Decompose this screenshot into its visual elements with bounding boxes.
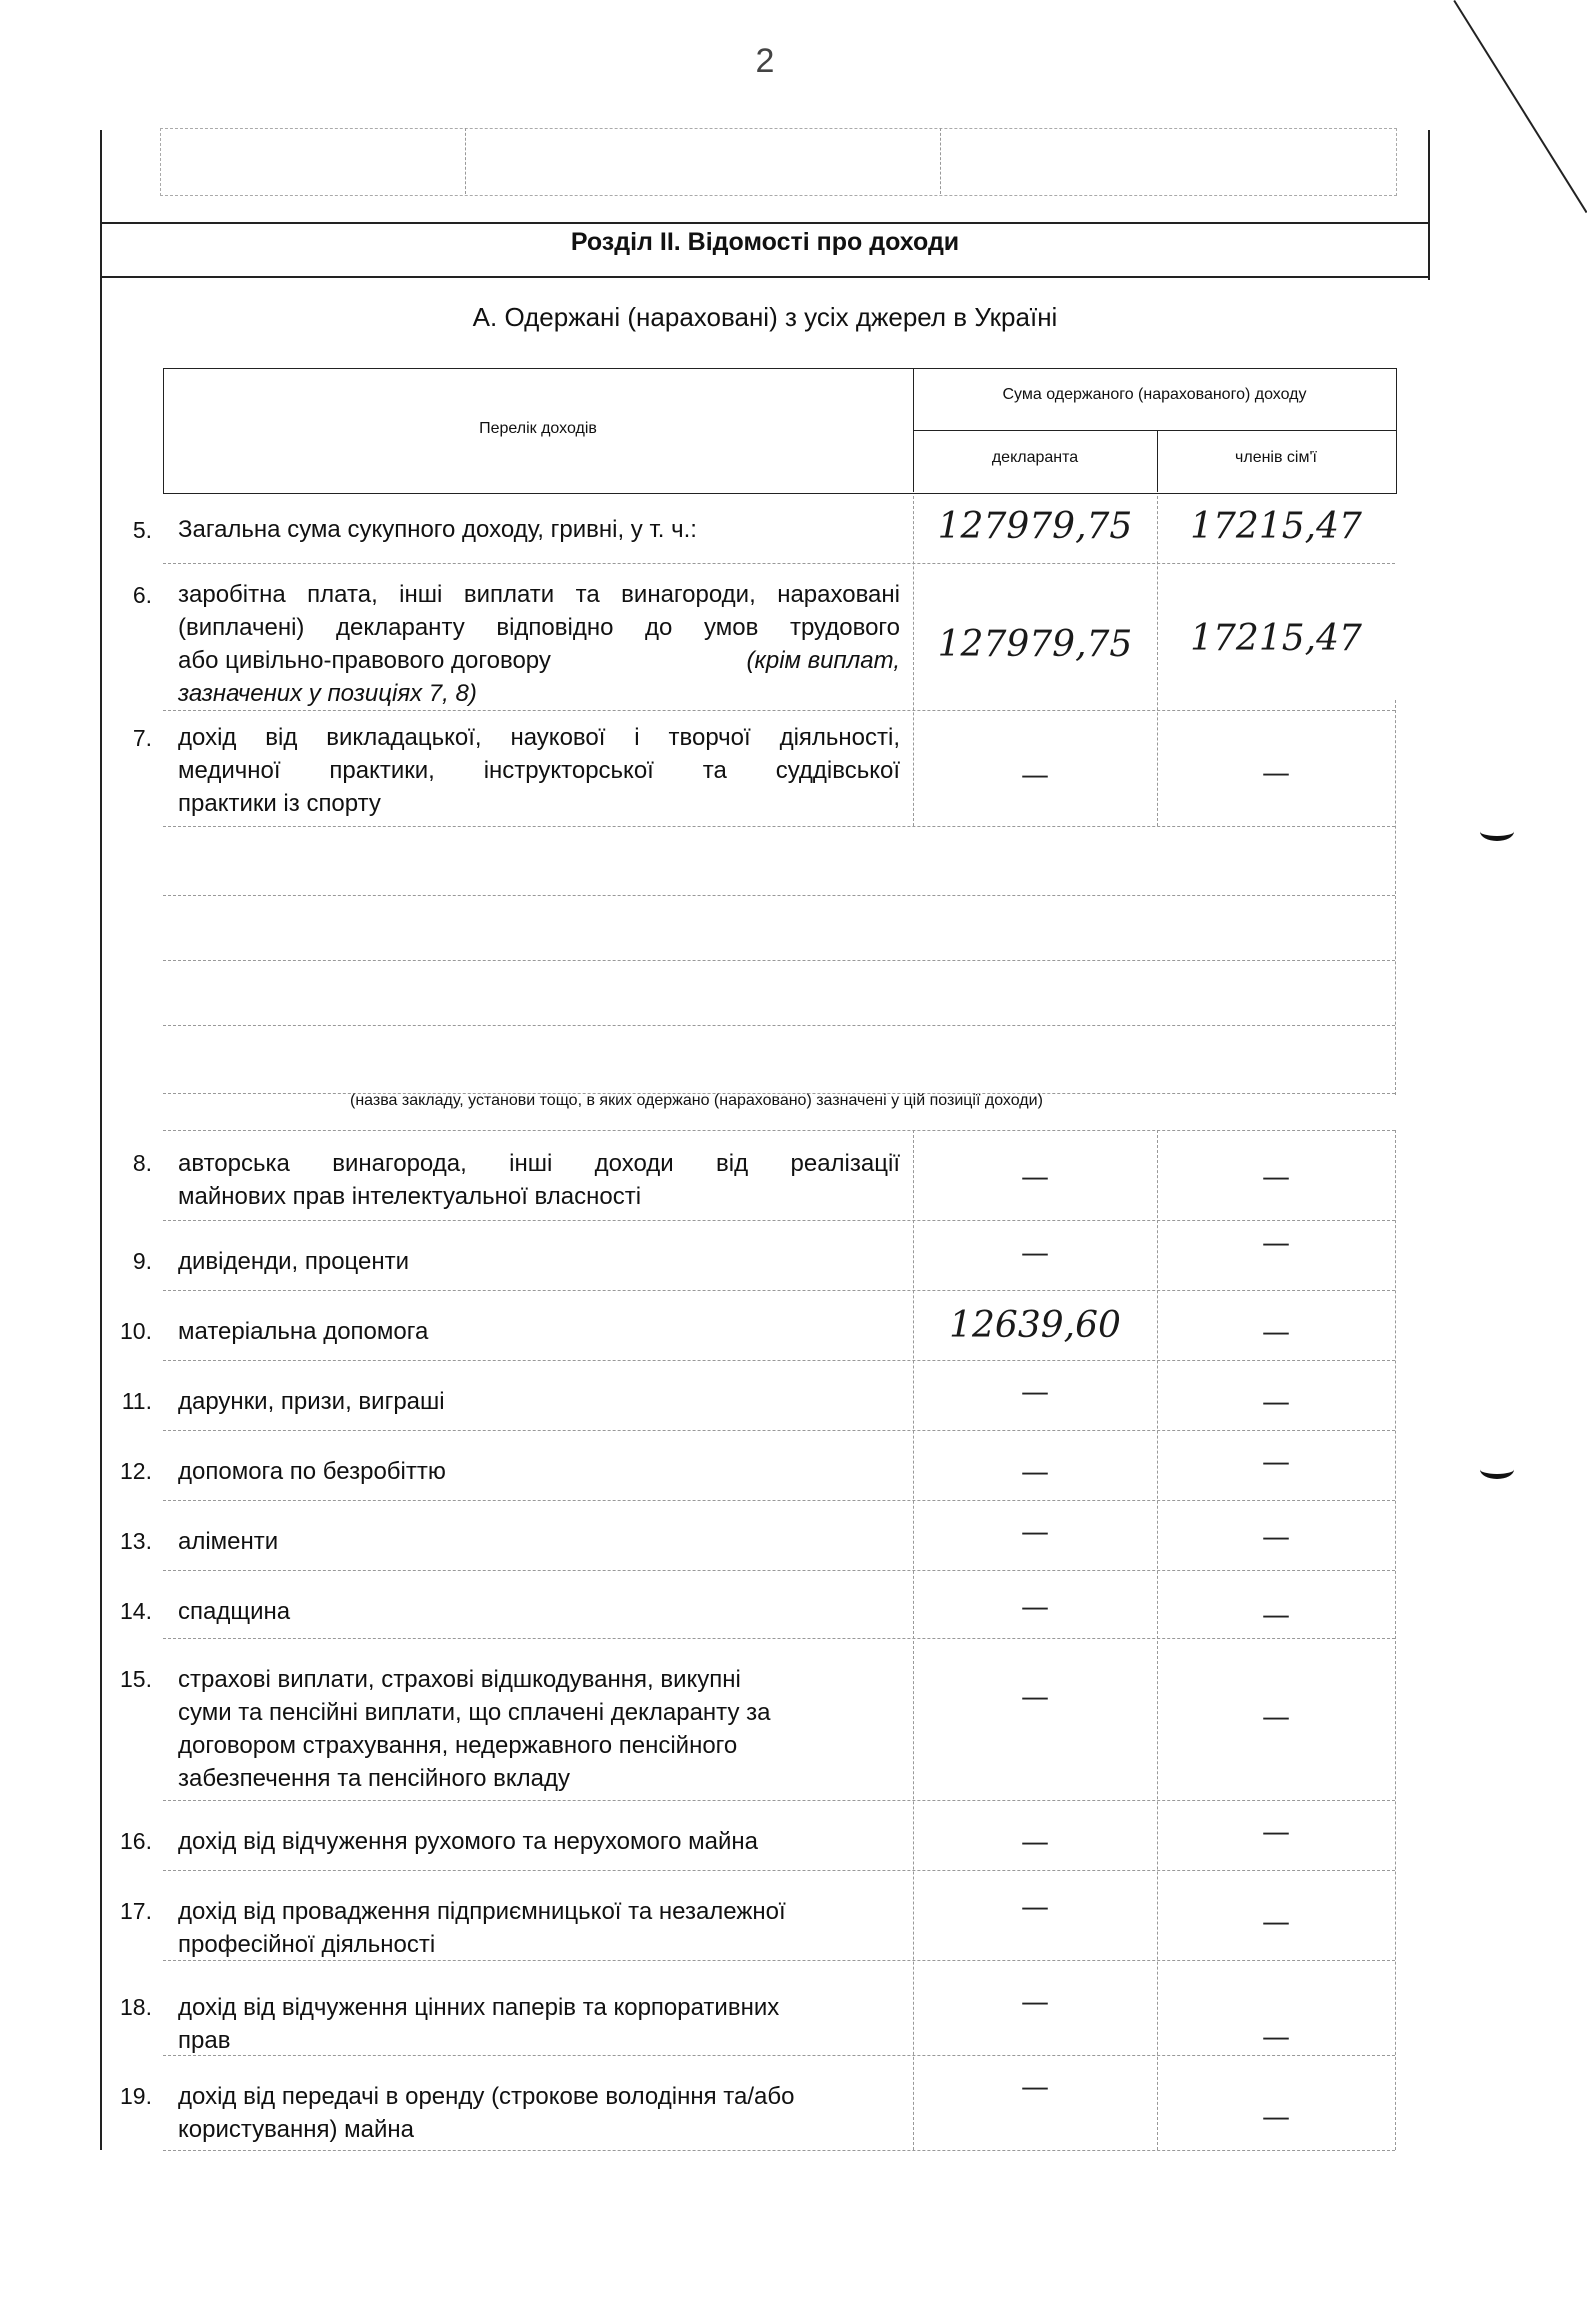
row-8-declarant-value: — — [1021, 1160, 1049, 1193]
section-title: Розділ ІІ. Відомості про доходи — [570, 228, 960, 256]
row-7-declarant-value: — — [1021, 758, 1049, 791]
staple-mark — [1480, 822, 1514, 841]
section-subtitle: А. Одержані (нараховані) з усіх джерел в Україні — [472, 302, 1058, 332]
row-18-label: дохід від відчуження цінних паперів та корпоративних прав — [178, 1994, 780, 2054]
row-15-declarant-value: — — [1021, 1680, 1049, 1713]
row-12-family-value: — — [1262, 1445, 1290, 1478]
row-17-family-value: — — [1262, 1905, 1290, 1938]
institution-name-note: (назва закладу, установи тощо, в яких одержано (нараховано) зазначені у цій позиції доходи) — [350, 1092, 1043, 1109]
row-8-family-value: — — [1262, 1160, 1290, 1193]
row-19-declarant-value: — — [1021, 2070, 1049, 2103]
row-6-label: заробітна плата, інші виплати та винагороди, нараховані (виплачені) декларанту відповідно до умов трудового або цивільно-правового договору (крім виплат, зазначених у позиціях 7, 8) — [178, 581, 900, 707]
row-10-declarant-value: 12639,60 — [949, 1305, 1121, 1346]
row-19-number: 19. — [120, 2083, 152, 2109]
row-16-number: 16. — [120, 1828, 152, 1854]
row-5-label: Загальна сума сукупного доходу, гривні, у т. ч.: — [178, 516, 697, 543]
row-7-family-value: — — [1262, 756, 1290, 789]
row-8-label: авторська винагорода, інші доходи від реалізації майнових прав інтелектуальної власності — [178, 1150, 900, 1210]
row-17-label: дохід від провадження підприємницької та незалежної професійної діяльності — [178, 1898, 786, 1958]
declarant-header: декларанта — [991, 449, 1079, 466]
row-19-family-value: — — [1262, 2100, 1290, 2133]
row-17-number: 17. — [120, 1898, 152, 1924]
row-15-label: страхові виплати, страхові відшкодування, викупні суми та пенсійні виплати, що сплачені декларанту за договором страхування, недержавного пенсійного забезпечення та пенсійного вкладу — [178, 1666, 771, 1792]
page-number: 2 — [755, 42, 775, 80]
row-7-number: 7. — [132, 725, 152, 751]
row-5-family-value: 17215,47 — [1190, 506, 1362, 547]
list-header: Перелік доходів — [479, 420, 597, 437]
row-11-declarant-value: — — [1021, 1375, 1049, 1408]
row-6-number: 6. — [132, 582, 152, 608]
staple-mark — [1480, 1460, 1514, 1479]
row-8-number: 8. — [132, 1150, 152, 1176]
row-10-family-value: — — [1262, 1315, 1290, 1348]
row-19-label: дохід від передачі в оренду (строкове володіння та/або користування) майна — [178, 2083, 795, 2143]
row-13-label: аліменти — [178, 1528, 279, 1555]
row-12-label: допомога по безробіттю — [178, 1458, 446, 1485]
row-11-family-value: — — [1262, 1385, 1290, 1418]
row-13-family-value: — — [1262, 1520, 1290, 1553]
row-16-label: дохід від відчуження рухомого та нерухомого майна — [178, 1828, 758, 1855]
row-9-family-value: — — [1262, 1226, 1290, 1259]
row-5-declarant-value: 127979,75 — [937, 506, 1133, 547]
row-15-number: 15. — [120, 1666, 152, 1692]
row-9-label: дивіденди, проценти — [178, 1248, 410, 1275]
row-16-family-value: — — [1262, 1815, 1290, 1848]
row-11-label: дарунки, призи, виграші — [178, 1388, 445, 1415]
row-10-number: 10. — [120, 1318, 152, 1344]
row-14-label: спадщина — [178, 1598, 291, 1625]
row-18-number: 18. — [120, 1994, 152, 2020]
right-border — [1428, 130, 1430, 280]
row-18-family-value: — — [1262, 2020, 1290, 2053]
row-6-declarant-value: 127979,75 — [937, 624, 1133, 665]
row-11-number: 11. — [121, 1388, 152, 1414]
family-header: членів сім'ї — [1235, 449, 1317, 466]
row-7-label: дохід від викладацької, наукової і творчої діяльності, медичної практики, інструкторської та суддівської практики із спорту — [178, 724, 900, 817]
scan-artifact-line — [1453, 0, 1587, 213]
row-14-declarant-value: — — [1021, 1590, 1049, 1623]
row-16-declarant-value: — — [1021, 1825, 1049, 1858]
row-12-declarant-value: — — [1021, 1455, 1049, 1488]
row-12-number: 12. — [120, 1458, 152, 1484]
row-9-number: 9. — [132, 1248, 152, 1274]
row-10-label: матеріальна допомога — [178, 1318, 429, 1345]
row-17-declarant-value: — — [1021, 1890, 1049, 1923]
row-6-family-value: 17215,47 — [1190, 618, 1362, 659]
row-13-number: 13. — [120, 1528, 152, 1554]
row-9-declarant-value: — — [1021, 1236, 1049, 1269]
row-14-family-value: — — [1262, 1598, 1290, 1631]
row-15-family-value: — — [1262, 1700, 1290, 1733]
previous-section-remnant — [160, 128, 1397, 196]
row-18-declarant-value: — — [1021, 1985, 1049, 2018]
row-13-declarant-value: — — [1021, 1515, 1049, 1548]
row-14-number: 14. — [120, 1598, 152, 1624]
sum-header: Сума одержаного (нарахованого) доходу — [1002, 386, 1307, 403]
row-5-number: 5. — [132, 517, 152, 543]
